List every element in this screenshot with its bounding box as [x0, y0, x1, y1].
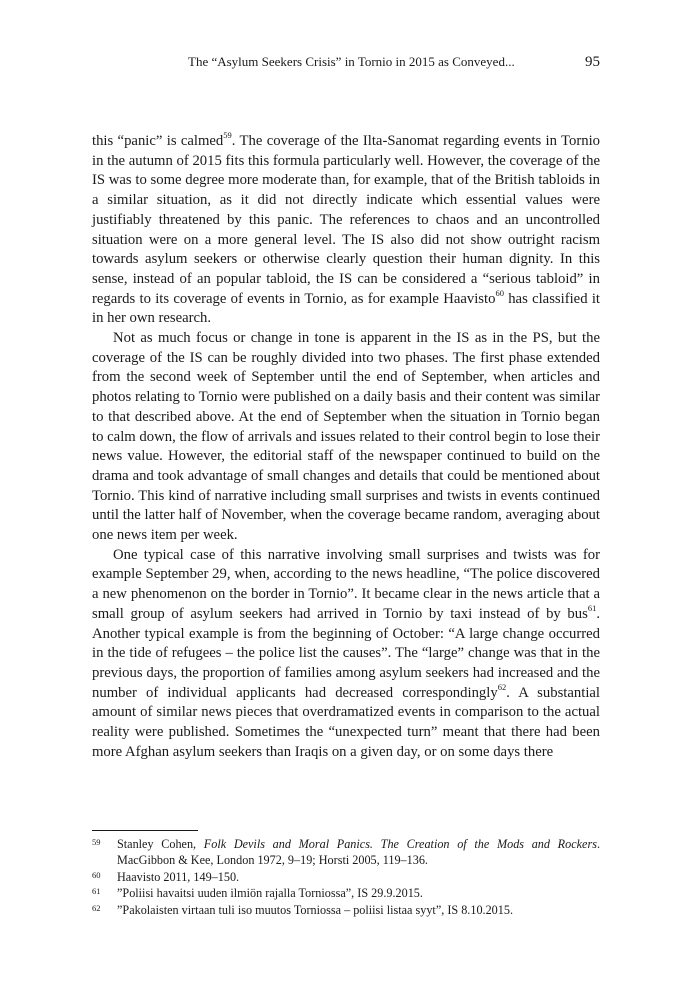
book-title: Folk Devils and Moral Panics. The Creation of the Mods and Rockers — [203, 837, 597, 851]
footnote-60 — [92, 869, 600, 885]
body-text — [92, 132, 600, 763]
text-run: has classified it in her own research. — [92, 290, 600, 327]
footnote-number: 59 — [92, 837, 101, 847]
footnote-divider — [92, 830, 198, 831]
paragraph-3 — [92, 546, 600, 763]
footnote-61 — [92, 885, 600, 901]
paragraph-2: Not as much focus or change in tone is apparent in the IS as in the PS, but the coverage of the IS can be roughly divided into two phases. The first phase extended from the second week of September until the end of September, when articles and photos relating to Tornio were published on a daily basis and their content was similar to that described above. At the end of September when the situation in Tornio began to calm down, the flow of arrivals and issues related to their control begin to lose their news value. However, the editorial staff of the newspaper continued to build on the drama and took advantage of small changes and details that could be mentioned about Tornio. This kind of narrative including small surprises and twists in events continued until the latter half of November, when the coverage became random, averaging about one news item per week. — [92, 330, 600, 544]
footnote-text — [117, 837, 600, 867]
footnote-text: Haavisto 2011, 149–150. — [117, 869, 240, 884]
text-run: One typical case of this narrative involving small surprises and twists was for example September 29, when, according to the news headline, “The police discovered a new phenomenon on the border in Tornio”. It became clear in the news article that a small group of asylum seekers had arrived in Tornio by taxi instead of by bus — [92, 546, 600, 622]
text-run: . MacGibbon & Kee, London 1972, 9–19; Horsti 2005, 119–136. — [117, 837, 600, 868]
text-run: . The coverage of the Ilta-Sanomat regarding events in Tornio in the autumn of 2015 fits this formula particularly well. However, the coverage of the IS was to some degree more moderate than, for example, that of the British tabloids in a similar situation, as it did not directly indicate which essential values were justifiably threatened by this panic. The references to chaos and an uncontrolled situation were on a more general level. The IS also did not show outright racism towards asylum seekers or otherwise clearly question their human dignity. In this sense, instead of an popular tabloid, the IS can be considered a “serious tabloid” in regards to its coverage of events in Tornio, as for example Haavisto — [92, 133, 600, 307]
footnote-ref-60: 60 — [495, 287, 504, 298]
text-run: Stanley Cohen, — [117, 837, 204, 851]
text-run: . Another typical example is from the beginning of October: “A large change occurred in the tide of refugees – the police list the causes”. The “large” change was that in the previous days, the proportion of families among asylum seekers had increased and the number of individual applicants had decreased correspondingly — [92, 605, 600, 701]
footnote-text: ”Pakolaisten virtaan tuli iso muutos Torniossa – poliisi listaa syyt”, IS 8.10.2015. — [117, 902, 514, 917]
paragraph-1 — [92, 132, 600, 329]
footnotes — [92, 836, 600, 918]
footnote-number: 60 — [92, 869, 101, 880]
footnote-62 — [92, 902, 600, 918]
running-title: The “Asylum Seekers Crisis” in Tornio in 2015 as Conveyed... — [188, 54, 515, 69]
footnote-number: 62 — [92, 902, 101, 913]
text-run: . A substantial amount of similar news pieces that overdramatized events in comparison to the actual reality were published. Sometimes the “unexpected turn” meant that there had been more Afghan asylum seekers than Iraqis on a given day, or on some days there — [92, 684, 600, 760]
footnote-ref-62: 62 — [497, 681, 507, 692]
footnote-number: 61 — [92, 886, 101, 897]
running-head — [92, 52, 600, 72]
footnote-ref-59: 59 — [223, 130, 232, 141]
footnote-59 — [92, 836, 600, 869]
footnote-ref-61: 61 — [587, 602, 597, 613]
text-run: this “panic” is calmed — [92, 133, 224, 149]
footnote-text: ”Poliisi havaitsi uuden ilmiön rajalla Torniossa”, IS 29.9.2015. — [117, 886, 423, 901]
page-number: 95 — [585, 54, 600, 70]
